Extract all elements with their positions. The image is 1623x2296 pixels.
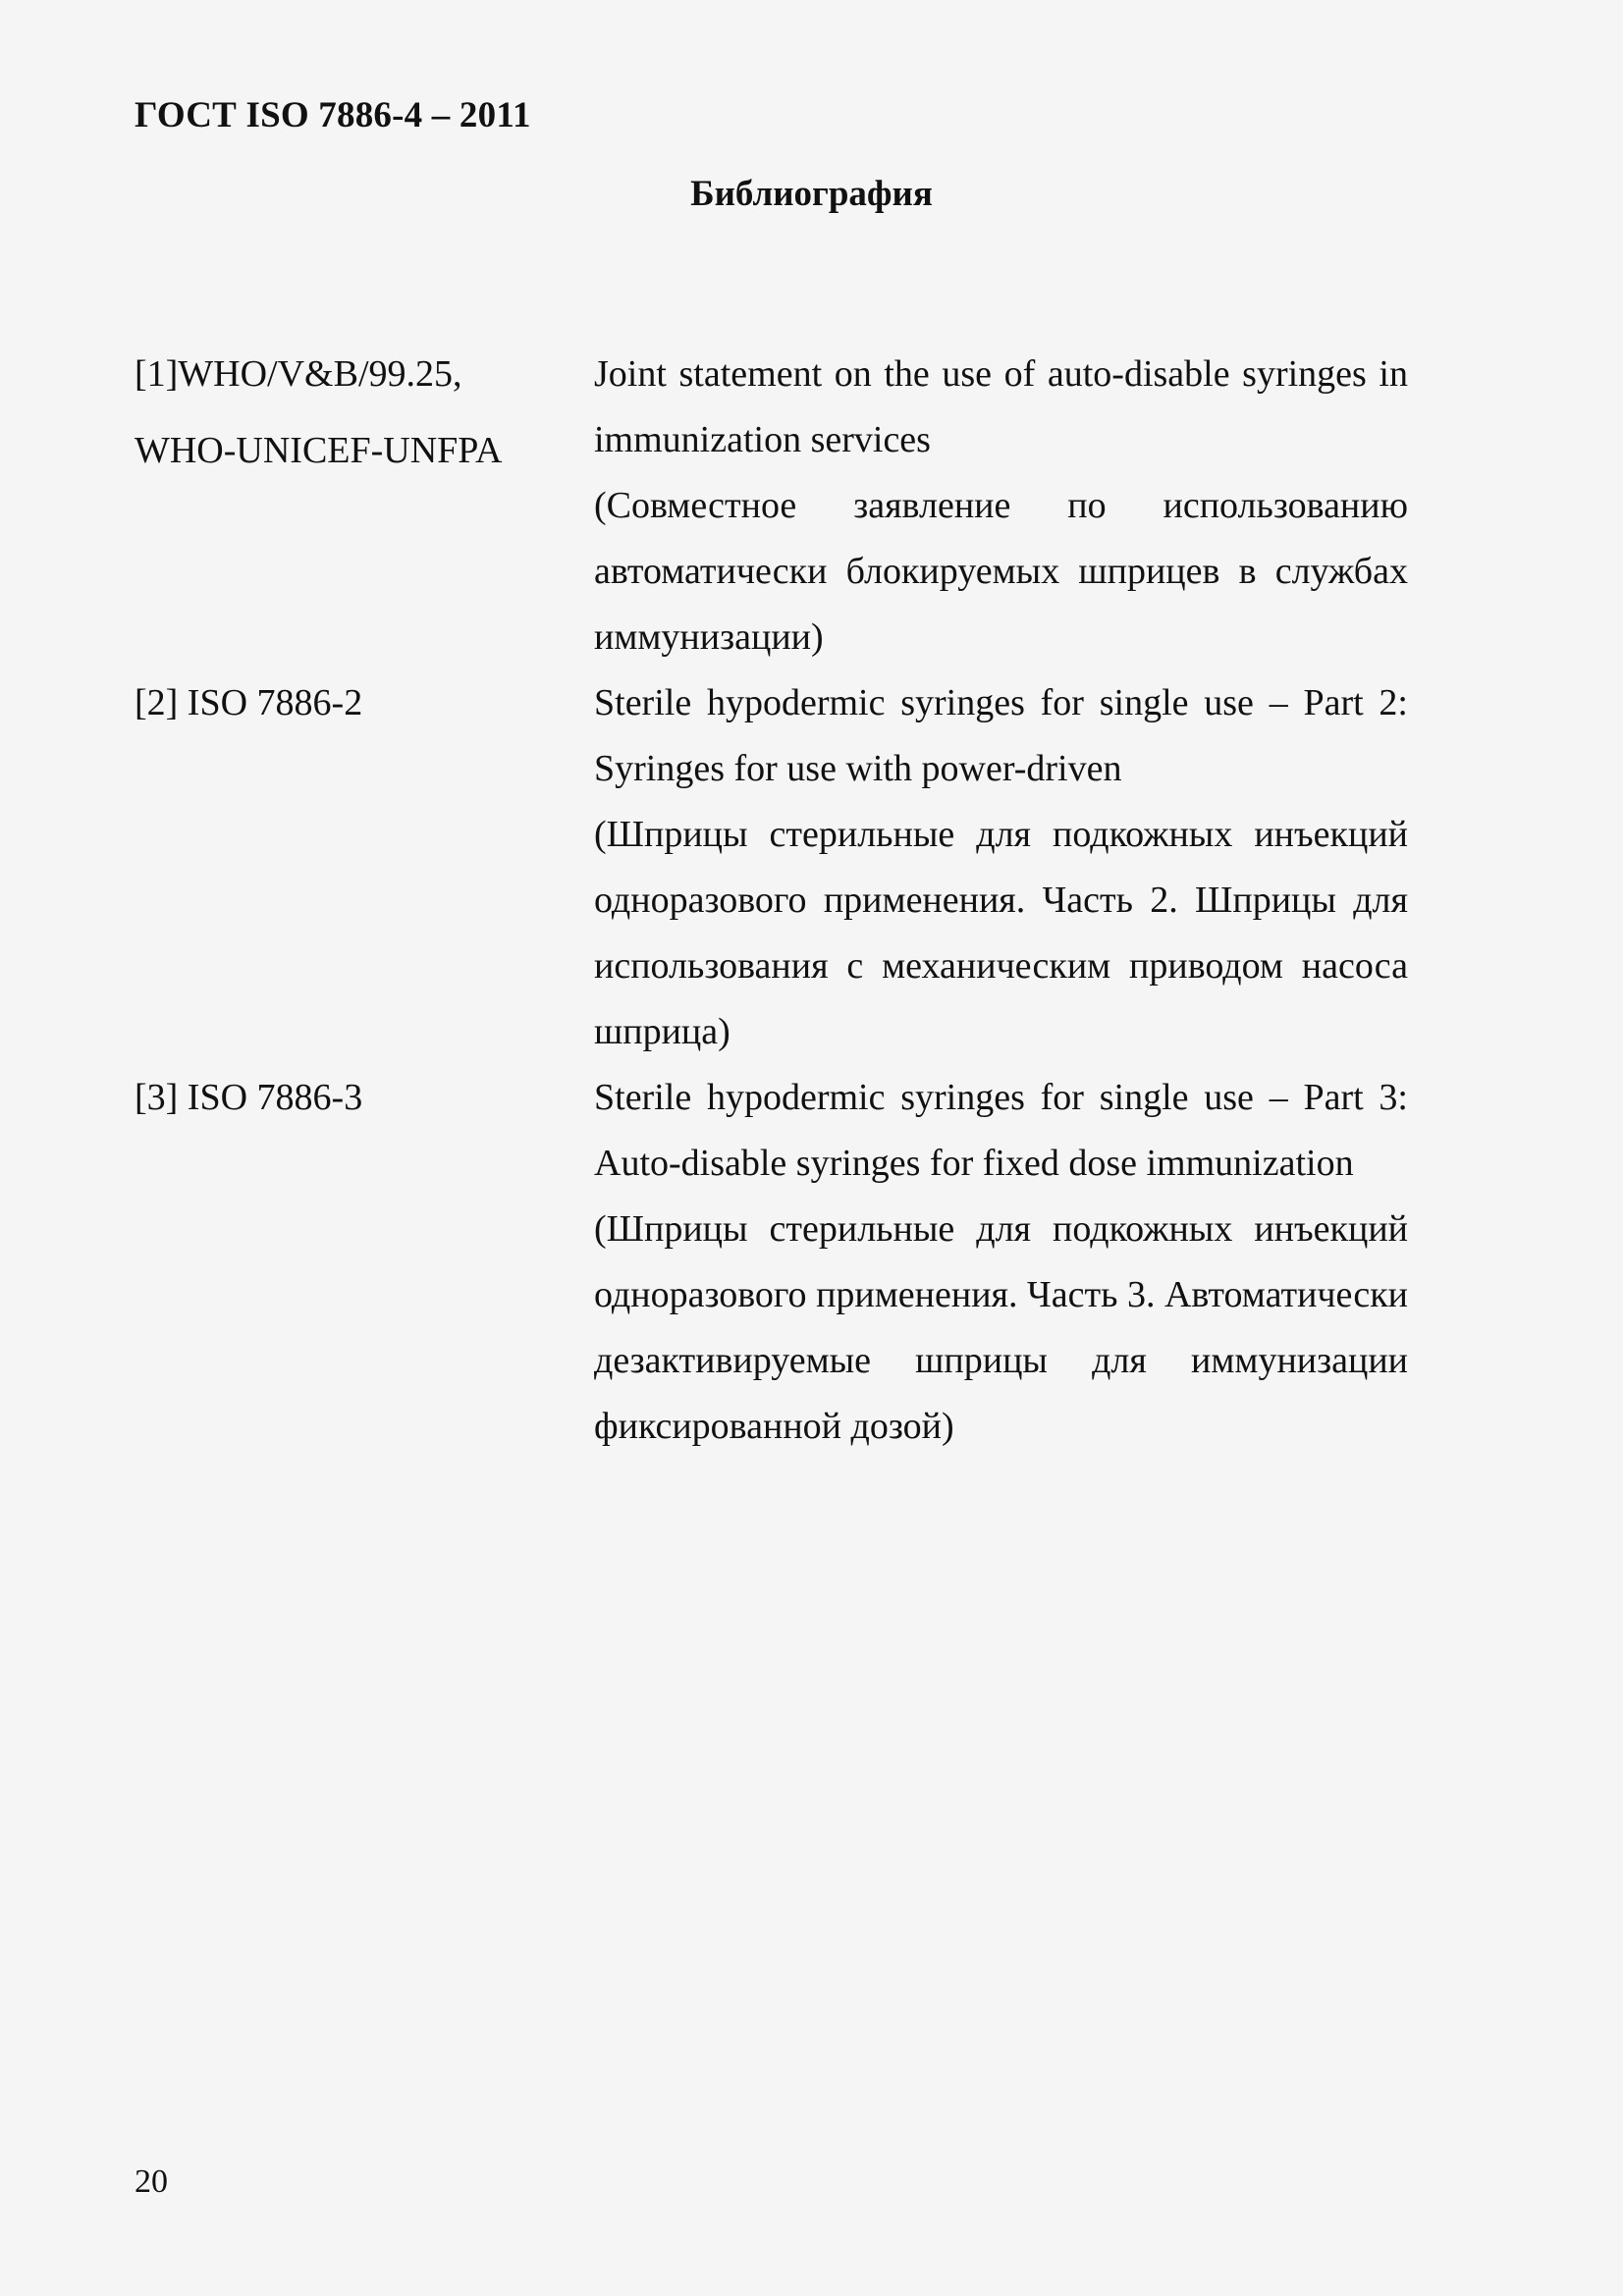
reference-label-line: [3] ISO 7886-3 (135, 1077, 363, 1118)
reference-body (594, 670, 1408, 1065)
reference-title-en: Joint statement on the use of auto-disable syringes in immunization services (594, 353, 1408, 460)
reference-body (594, 342, 1408, 670)
reference-title-en: Sterile hypodermic syringes for single use – Part 3: Auto-disable syringes for fixed dose immunization (594, 1077, 1408, 1184)
page-number: 20 (135, 2163, 168, 2200)
reference-label-line: [2] ISO 7886-2 (135, 682, 363, 723)
reference-title-en: Sterile hypodermic syringes for single use – Part 2: Syringes for use with power-driven (594, 682, 1408, 789)
bibliography-entry-2 (135, 670, 1411, 1065)
reference-title-ru: (Совместное заявление по использованию автоматически блокируемых шприцев в службах иммунизации) (594, 485, 1408, 658)
reference-label (135, 1065, 594, 1460)
bibliography-list (135, 342, 1411, 1460)
reference-title-ru: (Шприцы стерильные для подкожных инъекций одноразового применения. Часть 2. Шприцы для использования с механическим приводом насоса шприца) (594, 814, 1408, 1052)
document-code: ГОСТ ISO 7886-4 – 2011 (135, 95, 531, 135)
reference-label (135, 342, 594, 670)
reference-label-line: [1]WHO/V&B/99.25, (135, 353, 462, 395)
section-title: Библиография (690, 174, 933, 214)
bibliography-entry-1 (135, 342, 1411, 670)
reference-label-line: WHO-UNICEF-UNFPA (135, 430, 503, 471)
reference-label (135, 670, 594, 1065)
bibliography-entry-3 (135, 1065, 1411, 1460)
reference-title-ru: (Шприцы стерильные для подкожных инъекций одноразового применения. Часть 3. Автоматически дезактивируемые шприцы для иммунизации фиксированной дозой) (594, 1208, 1408, 1447)
reference-body (594, 1065, 1408, 1460)
